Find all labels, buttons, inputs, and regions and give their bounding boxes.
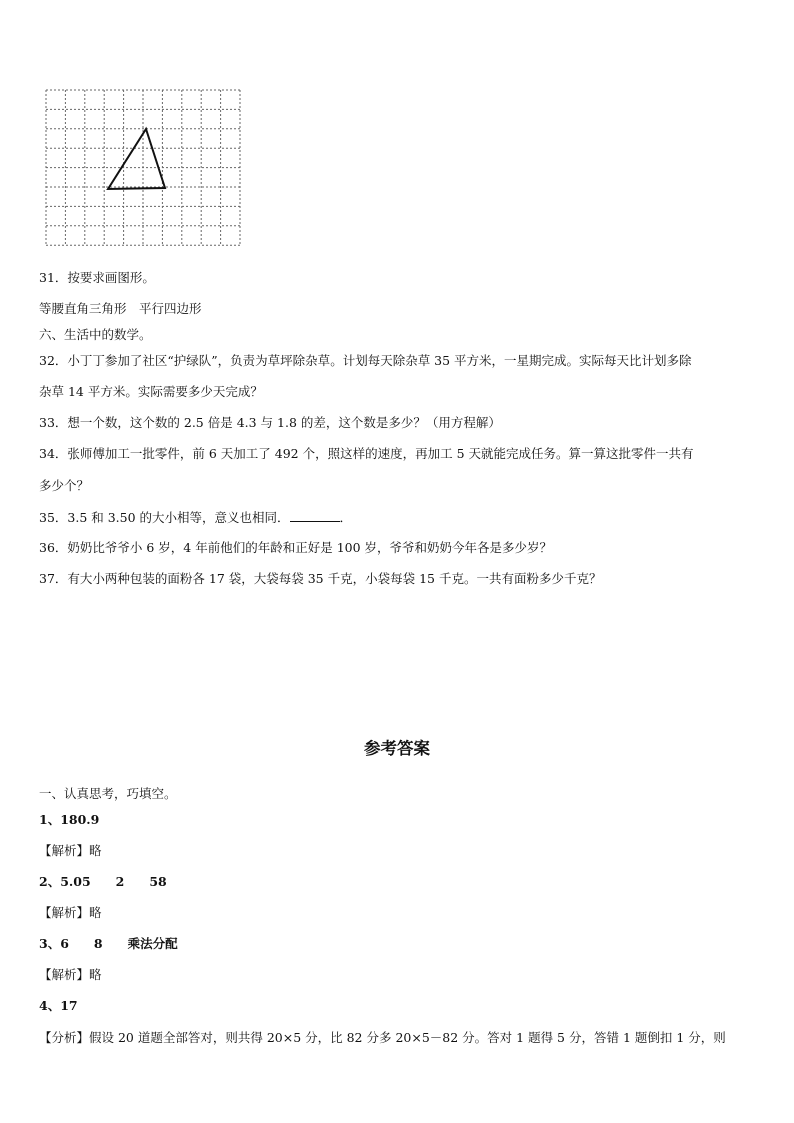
question-35-text: 35．3.5 和 3.50 的大小相等，意义也相同． bbox=[39, 510, 290, 525]
question-31: 31．按要求画图形。 bbox=[39, 270, 155, 285]
question-34-line1: 34．张师傅加工一批零件，前 6 天加工了 492 个，照这样的速度，再加工 5 天就能完成任务。算一算这批零件一共有 bbox=[39, 446, 694, 461]
question-37: 37．有大小两种包装的面粉各 17 袋，大袋每袋 35 千克，小袋每袋 15 千克。一共有面粉多少千克？ bbox=[39, 571, 602, 586]
answer-1-analysis: 【解析】略 bbox=[39, 843, 102, 858]
question-35-end: ． bbox=[339, 510, 353, 525]
question-36: 36．奶奶比爷爷小 6 岁，4 年前他们的年龄和正好是 100 岁，爷爷和奶奶今年各是多少岁？ bbox=[39, 540, 553, 555]
question-32-line2: 杂草 14 平方米。实际需要多少天完成？ bbox=[39, 384, 263, 399]
answer-1: 1、180.9 bbox=[39, 812, 100, 827]
answer-3: 3、6 8 乘法分配 bbox=[39, 936, 178, 951]
question-34-line2: 多少个？ bbox=[39, 478, 90, 493]
answer-2-analysis: 【解析】略 bbox=[39, 905, 102, 920]
question-33: 33．想一个数，这个数的 2.5 倍是 4.3 与 1.8 的差，这个数是多少？（用方程解） bbox=[39, 415, 501, 430]
triangle-shape bbox=[108, 129, 165, 189]
answer-2: 2、5.05 2 58 bbox=[39, 874, 167, 889]
answers-title: 参考答案 bbox=[364, 739, 430, 758]
section-6-heading: 六、生活中的数学。 bbox=[39, 327, 152, 342]
answer-4-analysis: 【分析】假设 20 道题全部答对，则共得 20×5 分，比 82 分多 20×5－82 分。答对 1 题得 5 分，答错 1 题倒扣 1 分，则 bbox=[39, 1030, 726, 1045]
question-32-line1: 32．小丁丁参加了社区“护绿队”，负责为草坪除杂草。计划每天除杂草 35 平方米，一星期完成。实际每天比计划多除 bbox=[39, 353, 692, 368]
answers-section-1: 一、认真思考，巧填空。 bbox=[39, 786, 177, 801]
question-35 bbox=[39, 509, 352, 526]
grid-lines bbox=[46, 90, 240, 245]
grid-figure bbox=[44, 88, 248, 252]
answer-blank[interactable] bbox=[290, 509, 340, 522]
question-31-options: 等腰直角三角形 平行四边形 bbox=[39, 301, 202, 316]
answer-3-analysis: 【解析】略 bbox=[39, 967, 102, 982]
answer-4: 4、17 bbox=[39, 998, 78, 1013]
